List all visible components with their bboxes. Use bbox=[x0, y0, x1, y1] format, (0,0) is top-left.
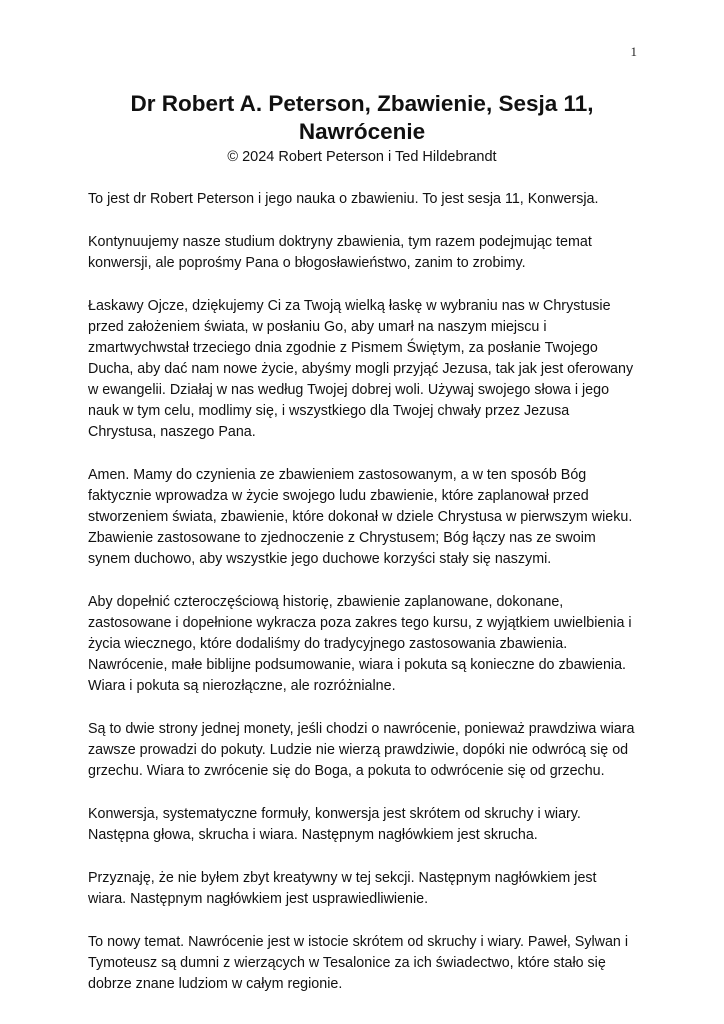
paragraph: Amen. Mamy do czynienia ze zbawieniem zastosowanym, a w ten sposób Bóg faktycznie wprowadza w życie swojego ludu zbawienie, które zaplanował przed stworzeniem świata, zbawienie, które dokonał w dziele Chrystusa w pierwszym wieku. Zbawienie zastosowane to zjednoczenie z Chrystusem; Bóg łączy nas ze swoim synem duchowo, aby wszystkie jego duchowe korzyści stały się naszymi. bbox=[88, 467, 633, 567]
paragraph: To jest dr Robert Peterson i jego nauka o zbawieniu. To jest sesja 11, Konwersja. bbox=[88, 191, 599, 207]
paragraph: To nowy temat. Nawrócenie jest w istocie skrótem od skruchy i wiary. Paweł, Sylwan i Tymoteusz są dumni z wierzących w Tesalonice za ich świadectwo, które stało się dobrze znane ludziom w całym regionie. bbox=[88, 934, 629, 992]
paragraph: Przyznaję, że nie byłem zbyt kreatywny w tej sekcji. Następnym nagłówkiem jest wiara. Następnym nagłówkiem jest usprawiedliwienie. bbox=[88, 870, 597, 907]
paragraph: Kontynuujemy nasze studium doktryny zbawienia, tym razem podejmując temat konwersji, ale poprośmy Pana o błogosławieństwo, zanim to zrobimy. bbox=[88, 234, 592, 271]
title-line-2: Nawrócenie bbox=[298, 119, 426, 144]
page-number: 1 bbox=[630, 44, 637, 59]
document-body bbox=[88, 189, 638, 1017]
copyright-line: © 2024 Robert Peterson i Ted Hildebrandt bbox=[227, 149, 497, 165]
title-line-1: Dr Robert A. Peterson, Zbawienie, Sesja 11, bbox=[130, 91, 594, 116]
paragraph: Konwersja, systematyczne formuły, konwersja jest skrótem od skruchy i wiary. Następna głowa, skrucha i wiara. Następnym nagłówkiem jest skrucha. bbox=[88, 806, 581, 843]
paragraph: Aby dopełnić czteroczęściową historię, zbawienie zaplanowane, dokonane, zastosowane i dopełnione wykracza poza zakres tego kursu, z wyjątkiem uwielbienia i życia wiecznego, które dodaliśmy do tradycyjnego zastosowania zbawienia. Nawrócenie, małe biblijne podsumowanie, wiara i pokuta są konieczne do zbawienia. Wiara i pokuta są nierozłączne, ale rozróżnialne. bbox=[88, 594, 632, 694]
paragraph: Są to dwie strony jednej monety, jeśli chodzi o nawrócenie, ponieważ prawdziwa wiara zawsze prowadzi do pokuty. Ludzie nie wierzą prawdziwie, dopóki nie odwrócą się od grzechu. Wiara to zwrócenie się do Boga, a pokuta to odwrócenie się od grzechu. bbox=[88, 721, 635, 779]
paragraph: Łaskawy Ojcze, dziękujemy Ci za Twoją wielką łaskę w wybraniu nas w Chrystusie przed założeniem świata, w posłaniu Go, aby umarł na naszym miejscu i zmartwychwstał trzeciego dnia zgodnie z Pismem Świętym, za posłanie Twojego Ducha, aby dać nam nowe życie, abyśmy mogli przyjąć Jezusa, tak jak jest oferowany w ewangelii. Działaj w nas według Twojej dobrej woli. Używaj swojego słowa i jego nauk w tym celu, modlimy się, i wszystkiego dla Twojej chwały przez Jezusa Chrystusa, naszego Pana. bbox=[88, 298, 634, 440]
document-title bbox=[88, 90, 636, 146]
